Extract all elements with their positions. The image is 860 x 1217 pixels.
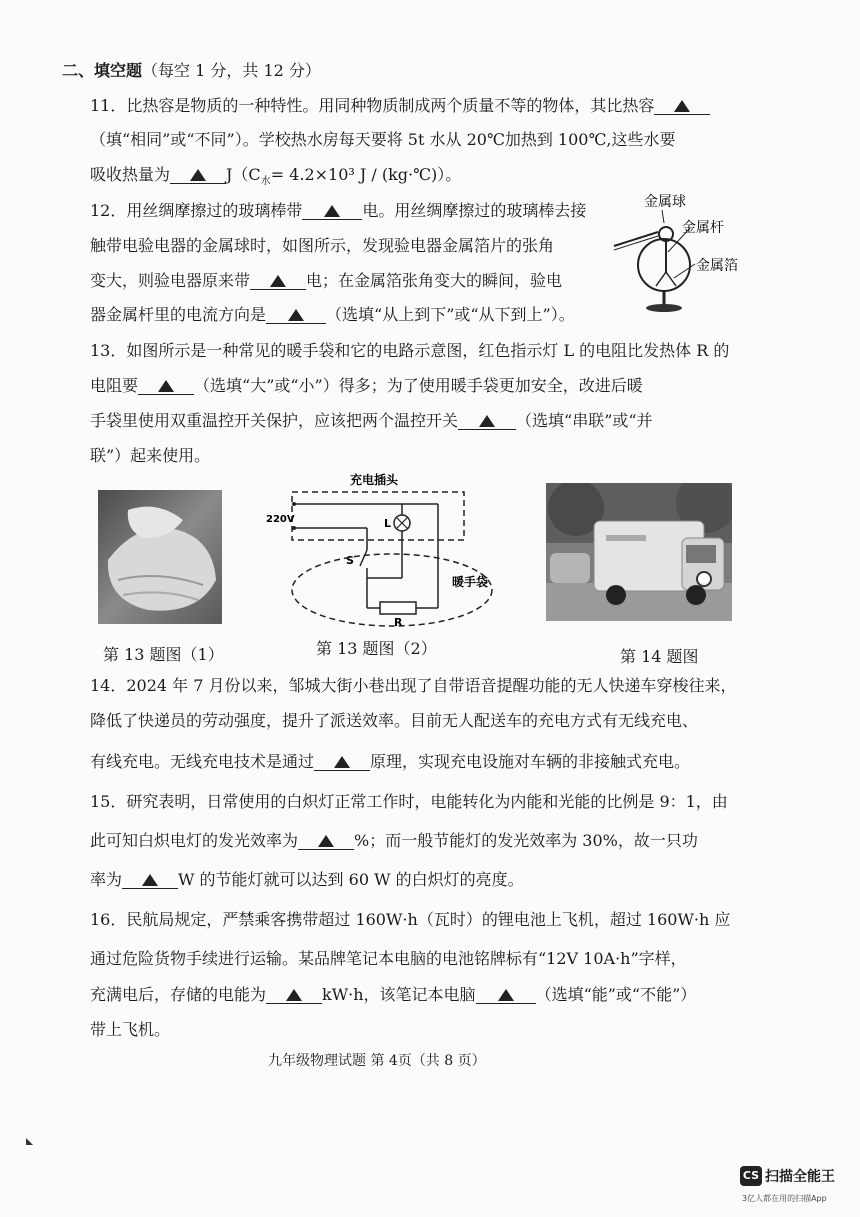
caption-fig13-1: 第 13 题图（1） (103, 645, 224, 664)
q16-line4 (90, 1020, 170, 1040)
answer-blank[interactable] (122, 870, 178, 889)
page-footer: 九年级物理试题 第 4页（共 8 页） (268, 1053, 486, 1069)
q13-text3b: （选填“串联”或“并 (516, 411, 653, 430)
answer-blank[interactable] (298, 831, 354, 850)
q14-line1 (90, 676, 737, 696)
delivery-vehicle-photo (546, 483, 732, 621)
q13-line1 (90, 341, 729, 361)
triangle-icon (288, 309, 304, 321)
label-resistor-R: R (394, 616, 403, 629)
label-charging-plug: 充电插头 (350, 473, 399, 487)
triangle-icon (324, 205, 340, 217)
q12-text2: 触带电验电器的金属球时，如图所示，发现验电器金属箔片的张角 (90, 236, 555, 255)
section-title-text: 二、填空题 (62, 61, 143, 80)
cs-logo-icon: CS (740, 1166, 762, 1186)
q13-line2 (90, 376, 643, 396)
q15-text1: 15．研究表明，日常使用的白炽灯正常工作时，电能转化为内能和光能的比例是 9：1，由 (90, 792, 728, 811)
answer-blank[interactable] (138, 376, 194, 395)
q12-text3a: 变大，则验电器原来带 (90, 271, 251, 290)
triangle-icon (286, 989, 302, 1001)
label-lamp-L: L (384, 517, 392, 530)
section-note: （每空 1 分，共 12 分） (142, 61, 321, 80)
label-hand-warmer: 暖手袋 (452, 575, 489, 589)
q15-text2b: %；而一般节能灯的发光效率为 30%，故一只功 (354, 831, 698, 850)
triangle-icon (190, 169, 206, 181)
answer-blank[interactable] (250, 271, 306, 290)
label-metal-ball: 金属球 (644, 194, 686, 210)
triangle-icon (142, 874, 158, 886)
answer-blank[interactable] (654, 96, 710, 115)
q12-line1 (90, 201, 586, 221)
q12-text1a: 12．用丝绸摩擦过的玻璃棒带 (90, 201, 303, 220)
hand-warmer-photo (98, 490, 222, 624)
q16-text2: 通过危险货物手续进行运输。某品牌笔记本电脑的电池铭牌标有“12V 10A·h”字样， (90, 949, 687, 968)
q11-line2 (90, 130, 675, 150)
scanner-logo (740, 1165, 835, 1186)
q14-text3a: 有线充电。无线充电技术是通过 (90, 752, 315, 771)
q12-text4a: 器金属杆里的电流方向是 (90, 305, 267, 324)
scanner-name: 扫描全能王 (765, 1168, 835, 1185)
corner-mark-icon (26, 1138, 33, 1145)
q16-text3a: 充满电后，存储的电能为 (90, 985, 267, 1004)
q12-line4 (90, 305, 575, 325)
triangle-icon (674, 100, 690, 112)
q15-line1 (90, 792, 728, 812)
q13-text4: 联”）起来使用。 (90, 446, 211, 465)
label-switch-S: S (346, 554, 354, 567)
q11-text3a: 吸收热量为 (90, 165, 171, 184)
q15-line2 (90, 831, 698, 851)
section-title (62, 58, 321, 81)
q13-text3a: 手袋里使用双重温控开关保护，应该把两个温控开关 (90, 411, 459, 430)
q13-text2a: 电阻要 (90, 376, 139, 395)
q12-line2 (90, 236, 554, 256)
q15-line3 (90, 870, 524, 890)
q14-text2: 降低了快递员的劳动强度，提升了派送效率。目前无人配送车的充电方式有无线充电、 (90, 711, 699, 730)
circuit-diagram (262, 470, 502, 630)
q11-subscript: 水 (260, 176, 271, 188)
q16-text1: 16．民航局规定，严禁乘客携带超过 160W·h（瓦时）的锂电池上飞机，超过 160W·h 应 (90, 910, 731, 929)
answer-blank[interactable] (458, 411, 516, 430)
answer-blank[interactable] (314, 752, 370, 771)
triangle-icon (158, 380, 174, 392)
q15-text2a: 此可知白炽电灯的发光效率为 (90, 831, 299, 850)
scanner-tagline: 3亿人都在用的扫描App (742, 1194, 827, 1203)
q12-text1b: 电。用丝绸摩擦过的玻璃棒去接 (362, 201, 587, 220)
q14-text1: 14．2024 年 7 月份以来，邹城大街小巷出现了自带语音提醒功能的无人快递车穿梭往来， (90, 676, 737, 695)
label-220v: 220V (266, 514, 295, 525)
q14-text3b: 原理，实现充电设施对车辆的非接触式充电。 (370, 752, 691, 771)
triangle-icon (270, 275, 286, 287)
q14-line2 (90, 711, 698, 731)
q14-line3 (90, 752, 690, 772)
q16-text3b: kW·h，该笔记本电脑 (322, 985, 476, 1004)
caption-fig13-2: 第 13 题图（2） (316, 639, 437, 658)
q13-text1: 13．如图所示是一种常见的暖手袋和它的电路示意图，红色指示灯 L 的电阻比发热体 R 的 (90, 341, 730, 360)
q16-line3 (90, 985, 696, 1005)
answer-blank[interactable] (302, 201, 362, 220)
q16-text4: 带上飞机。 (90, 1020, 171, 1039)
q11-text2: （填“相同”或“不同”）。学校热水房每天要将 5t 水从 20℃加热到 100℃,这些水要 (90, 130, 676, 149)
answer-blank[interactable] (266, 985, 322, 1004)
electroscope-figure (600, 190, 780, 315)
q11-line3 (90, 165, 461, 192)
answer-blank[interactable] (266, 305, 326, 324)
q13-line3 (90, 411, 653, 431)
q13-text2b: （选填“大”或“小”）得多；为了使用暖手袋更加安全，改进后暖 (194, 376, 643, 395)
q12-text4b: （选填“从上到下”或“从下到上”）。 (326, 305, 575, 324)
answer-blank[interactable] (476, 985, 536, 1004)
q16-line2 (90, 949, 687, 969)
q16-text3c: （选填“能”或“不能”） (535, 985, 697, 1004)
q13-line4 (90, 446, 210, 466)
caption-fig14: 第 14 题图 (620, 647, 699, 666)
q15-text3b: W 的节能灯就可以达到 60 W 的白炽灯的亮度。 (178, 870, 524, 889)
q12-line3 (90, 271, 562, 291)
q11-text1: 11．比热容是物质的一种特性。用同种物质制成两个质量不等的物体，其比热容 (90, 96, 655, 115)
triangle-icon (334, 756, 350, 768)
label-metal-rod: 金属杆 (682, 220, 724, 236)
q11-text3b: J（C (226, 165, 261, 184)
q12-text3b: 电；在金属箔张角变大的瞬间，验电 (306, 271, 563, 290)
q16-line1 (90, 910, 730, 930)
label-metal-foil: 金属箔 (696, 258, 738, 274)
triangle-icon (318, 835, 334, 847)
q11-text3c: = 4.2×10³ J / (kg·℃)）。 (270, 165, 462, 184)
q11-line1 (90, 96, 710, 116)
triangle-icon (479, 415, 495, 427)
q15-text3a: 率为 (90, 870, 123, 889)
triangle-icon (498, 989, 514, 1001)
answer-blank[interactable] (170, 165, 226, 184)
